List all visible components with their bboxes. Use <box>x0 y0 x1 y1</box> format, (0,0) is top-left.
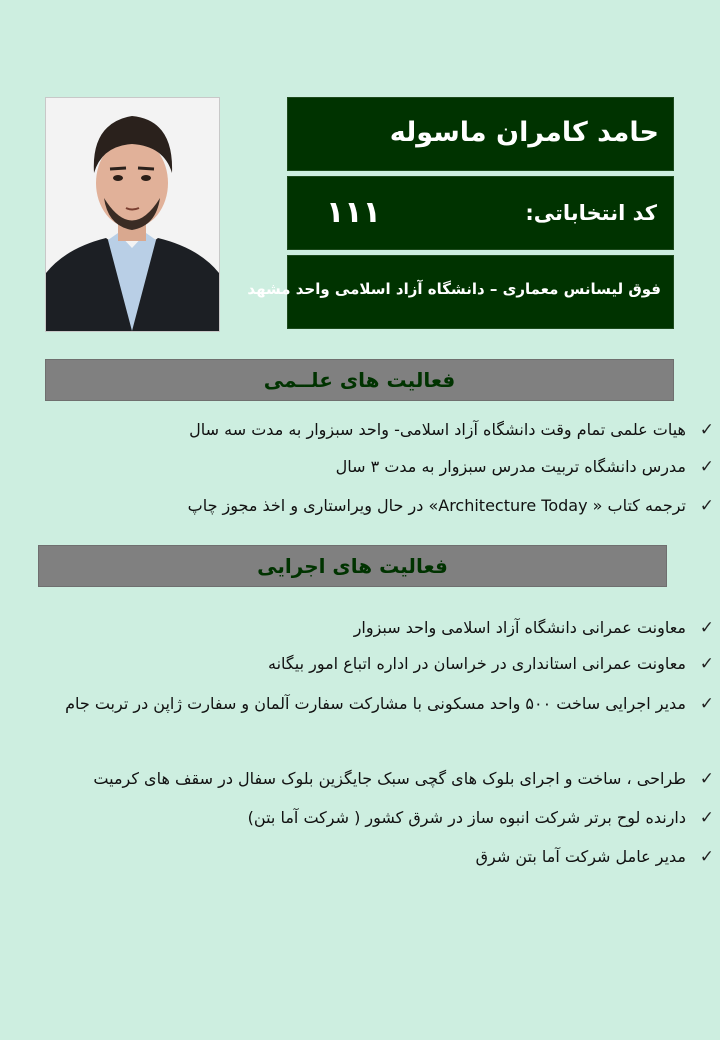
list-item <box>475 838 714 876</box>
name-box <box>287 97 674 171</box>
list-item <box>189 411 714 449</box>
check-icon: ✓ <box>699 808 714 828</box>
list-item <box>353 609 714 647</box>
list-item-text: معاونت عمرانی دانشگاه آزاد اسلامی واحد سبزوار <box>353 618 686 637</box>
election-code-value: ۱۱۱ <box>326 195 381 230</box>
check-icon: ✓ <box>699 496 714 516</box>
academic-section-title: فعالیت های علــمی <box>45 359 674 401</box>
profile-photo <box>45 97 220 332</box>
list-item-text: مدیر اجرایی ساخت ۵۰۰ واحد مسکونی با مشارکت سفارت آلمان و سفارت ژاپن در تربت جام <box>65 694 686 713</box>
check-icon: ✓ <box>699 694 714 714</box>
check-icon: ✓ <box>699 457 714 477</box>
check-icon: ✓ <box>699 618 714 638</box>
degree-box <box>247 255 674 329</box>
degree-text: فوق لیسانس معماری – دانشگاه آزاد اسلامی واحد مشهد <box>247 280 661 298</box>
check-icon: ✓ <box>699 847 714 867</box>
list-item <box>187 487 714 525</box>
candidate-name: حامد کامران ماسوله <box>389 117 659 148</box>
election-code-label: کد انتخاباتی: <box>525 201 657 225</box>
portrait-illustration <box>46 98 219 331</box>
list-item <box>335 448 714 486</box>
list-item <box>268 645 714 683</box>
check-icon: ✓ <box>699 654 714 674</box>
list-item <box>93 760 714 798</box>
check-icon: ✓ <box>699 420 714 440</box>
list-item-text: مدیر عامل شرکت آما بتن شرق <box>475 847 686 866</box>
list-item-text: ترجمه کتاب « Architecture Today» در حال ویراستاری و اخذ مجوز چاپ <box>187 496 686 515</box>
list-item <box>36 685 714 723</box>
list-item-text: دارنده لوح برتر شرکت انبوه ساز در شرق کشور ( شرکت آما بتن) <box>247 808 686 827</box>
list-item-text: مدرس دانشگاه تربیت مدرس سبزوار به مدت ۳ سال <box>335 457 686 476</box>
list-item-text: طراحی ، ساخت و اجرای بلوک های گچی سبک جایگزین بلوک سفال در سقف های کرمیت <box>93 769 686 788</box>
list-item <box>247 799 714 837</box>
check-icon: ✓ <box>699 769 714 789</box>
list-item-text: هیات علمی تمام وقت دانشگاه آزاد اسلامی- واحد سبزوار به مدت سه سال <box>189 420 686 439</box>
executive-section-title: فعالیت های اجرایی <box>38 545 667 587</box>
list-item-text: معاونت عمرانی استانداری در خراسان در اداره اتباع امور بیگانه <box>268 654 686 673</box>
election-code-box <box>287 176 674 250</box>
